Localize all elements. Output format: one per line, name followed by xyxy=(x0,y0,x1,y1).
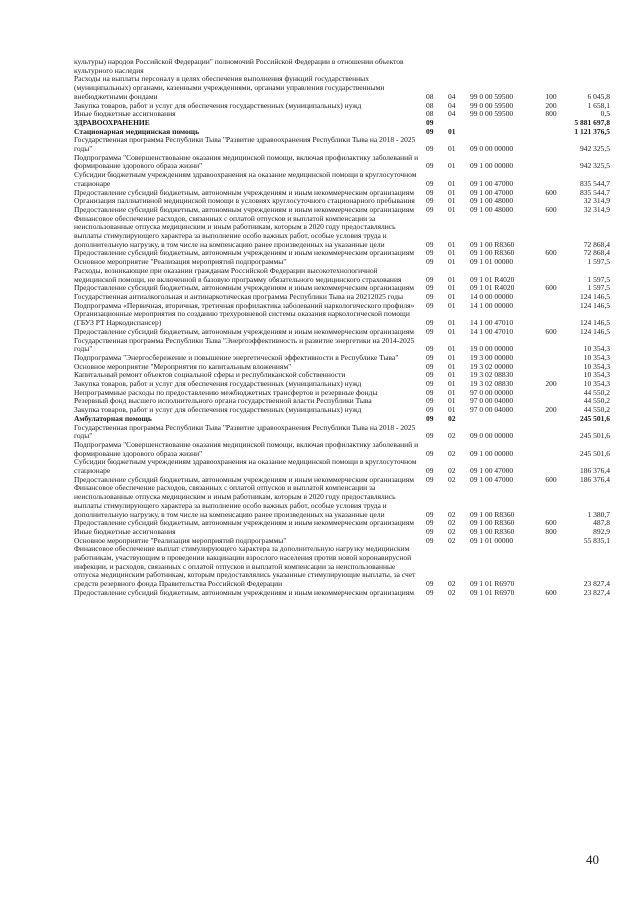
row-section-code: 09 xyxy=(426,239,434,249)
row-subsection-code: 01 xyxy=(448,405,456,415)
row-name: Расходы на выплаты персоналу в целях обеспечения выполнения функций государственных (муниципальных) органами, казенными учреждениями, органами управления государственными внебюджетными фондами xyxy=(74,74,385,101)
row-target-article-code: 09 0 00 00000 xyxy=(470,431,514,441)
row-name: Подпрограмма "Совершенствование оказания медицинской помощи, включая профилактику заболеваний и формирование здорового образа жизни" xyxy=(74,152,419,171)
row-subsection-code: 02 xyxy=(448,431,456,441)
row-name: Иные бюджетные ассигнования xyxy=(74,526,176,536)
row-amount: 44 550,2 xyxy=(583,387,610,397)
row-amount: 124 146,5 xyxy=(580,300,610,310)
row-section-code: 09 xyxy=(426,396,434,406)
row-amount: 23 827,4 xyxy=(583,587,610,597)
row-section-code: 09 xyxy=(426,526,434,536)
row-subsection-code: 01 xyxy=(448,248,456,258)
row-amount: 1 380,7 xyxy=(587,509,610,519)
row-subsection-code: 04 xyxy=(448,91,456,101)
row-amount: 1 597,5 xyxy=(587,283,610,293)
row-target-article-code: 99 0 00 59500 xyxy=(470,91,514,101)
table-row xyxy=(74,215,614,250)
row-section-code: 09 xyxy=(426,291,434,301)
row-amount: 186 376,4 xyxy=(580,466,610,476)
row-target-article-code: 19 0 00 00000 xyxy=(470,344,514,354)
row-name: Предоставление субсидий бюджетным, автономным учреждениям и иным некоммерческим организациям xyxy=(74,283,414,293)
row-name: Стационарная медицинская помощь xyxy=(74,126,200,136)
row-name: Основное мероприятие "Реализация мероприятий подпрограммы" xyxy=(74,535,287,545)
row-expense-type-code: 600 xyxy=(545,518,557,528)
row-target-article-code: 99 0 00 59500 xyxy=(470,109,514,119)
row-amount: 892,9 xyxy=(593,526,610,536)
row-name: Предоставление субсидий бюджетным, автономным учреждениям и иным некоммерческим организациям xyxy=(74,248,414,258)
row-section-code: 09 xyxy=(426,431,434,441)
row-subsection-code: 01 xyxy=(448,178,456,188)
row-section-code: 09 xyxy=(426,518,434,528)
row-expense-type-code: 200 xyxy=(545,379,557,389)
row-amount: 1 658,1 xyxy=(587,100,610,110)
row-expense-type-code: 200 xyxy=(545,100,557,110)
row-target-article-code: 09 1 01 R4020 xyxy=(470,283,515,293)
row-name: Расходы, возникающие при оказании гражданам Российской Федерации высокотехнологичной медицинской помощи, не включенной в базовую программу обязательного медицинского страхования xyxy=(74,265,402,284)
table-row xyxy=(74,441,614,458)
row-section-code: 09 xyxy=(426,413,434,423)
row-section-code: 08 xyxy=(426,100,434,110)
row-amount: 124 146,5 xyxy=(580,291,610,301)
row-section-code: 09 xyxy=(426,196,434,206)
row-name: Амбулаторная помощь xyxy=(74,413,152,423)
row-name: Организационные мероприятия по созданию трехуровневой системы оказания наркологической помощи (ГБУЗ РТ Наркодиспансер) xyxy=(74,309,410,328)
row-name: ЗДРАВООХРАНЕНИЕ xyxy=(74,117,150,127)
row-expense-type-code: 600 xyxy=(545,187,557,197)
row-name: Субсидии бюджетным учреждениям здравоохранения на оказание медицинской помощи в круглосуточном стационаре xyxy=(74,457,417,476)
table-row xyxy=(74,484,614,519)
row-subsection-code: 01 xyxy=(448,344,456,354)
row-subsection-code: 02 xyxy=(448,413,456,423)
table-row xyxy=(74,136,614,153)
row-target-article-code: 09 1 01 00000 xyxy=(470,535,514,545)
row-subsection-code: 02 xyxy=(448,579,456,589)
row-section-code: 09 xyxy=(426,535,434,545)
row-subsection-code: 02 xyxy=(448,474,456,484)
row-section-code: 09 xyxy=(426,387,434,397)
row-section-code: 09 xyxy=(426,579,434,589)
row-target-article-code: 09 0 00 00000 xyxy=(470,144,514,154)
row-target-article-code: 09 1 00 47000 xyxy=(470,466,514,476)
row-expense-type-code: 200 xyxy=(545,405,557,415)
row-name: Государственная программа Республики Тыва "Развитие здравоохранения Республики Тыва на 2018 - 2025 годы" xyxy=(74,135,416,154)
row-subsection-code: 02 xyxy=(448,518,456,528)
row-subsection-code: 01 xyxy=(448,204,456,214)
row-target-article-code: 09 1 01 R4020 xyxy=(470,274,515,284)
row-amount: 245 501,6 xyxy=(580,413,610,423)
row-section-code: 09 xyxy=(426,318,434,328)
table-row xyxy=(74,267,614,284)
row-name: Резервный фонд высшего исполнительного органа государственной власти Республики Тыва xyxy=(74,396,372,406)
row-target-article-code: 09 1 00 R8360 xyxy=(470,518,515,528)
row-section-code: 09 xyxy=(426,326,434,336)
row-section-code: 09 xyxy=(426,187,434,197)
row-section-code: 09 xyxy=(426,144,434,154)
row-name: Подпрограмма «Первичная, вторичная, третичная профилактика заболеваний наркологического профиля» xyxy=(74,300,415,310)
table-row xyxy=(74,545,614,589)
row-amount: 835 544,7 xyxy=(580,178,610,188)
row-target-article-code: 09 1 00 47000 xyxy=(470,178,514,188)
row-amount: 10 354,3 xyxy=(583,370,610,380)
row-amount: 44 550,2 xyxy=(583,396,610,406)
row-target-article-code: 09 1 00 48000 xyxy=(470,196,514,206)
row-amount: 1 597,5 xyxy=(587,274,610,284)
row-section-code: 09 xyxy=(426,274,434,284)
row-subsection-code: 01 xyxy=(448,361,456,371)
table-row xyxy=(74,406,614,415)
table-row xyxy=(74,424,614,441)
row-subsection-code: 02 xyxy=(448,535,456,545)
row-target-article-code: 19 3 02 08830 xyxy=(470,370,514,380)
row-name: Государственная программа Республики Тыва "Энергоэффективность и развитие энергетики на 2014-2025 годы" xyxy=(74,335,415,354)
row-amount: 1 597,5 xyxy=(587,257,610,267)
row-section-code: 09 xyxy=(426,361,434,371)
row-amount: 245 501,6 xyxy=(580,448,610,458)
row-subsection-code: 01 xyxy=(448,300,456,310)
row-subsection-code: 02 xyxy=(448,587,456,597)
row-target-article-code: 09 1 00 47000 xyxy=(470,474,514,484)
row-amount: 0,5 xyxy=(600,109,610,119)
row-section-code: 09 xyxy=(426,257,434,267)
row-section-code: 08 xyxy=(426,91,434,101)
row-subsection-code: 02 xyxy=(448,509,456,519)
row-expense-type-code: 600 xyxy=(545,474,557,484)
row-target-article-code: 99 0 00 59500 xyxy=(470,100,514,110)
row-target-article-code: 14 1 00 47010 xyxy=(470,326,514,336)
row-expense-type-code: 600 xyxy=(545,283,557,293)
row-subsection-code: 01 xyxy=(448,257,456,267)
row-subsection-code: 01 xyxy=(448,274,456,284)
row-subsection-code: 01 xyxy=(448,379,456,389)
table-row xyxy=(74,337,614,354)
row-amount: 1 121 376,5 xyxy=(574,126,610,136)
row-subsection-code: 01 xyxy=(448,187,456,197)
row-name: Предоставление субсидий бюджетным, автономным учреждениям и иным некоммерческим организациям xyxy=(74,518,414,528)
row-section-code: 09 xyxy=(426,283,434,293)
row-amount: 44 550,2 xyxy=(583,405,610,415)
row-section-code: 09 xyxy=(426,117,434,127)
row-name: Закупка товаров, работ и услуг для обеспечения государственных (муниципальных) нужд xyxy=(74,379,362,389)
row-target-article-code: 09 1 00 R8360 xyxy=(470,239,515,249)
row-subsection-code: 04 xyxy=(448,109,456,119)
row-name: Непрограммные расходы по предоставлению межбюджетных трансфертов и резервные фонды xyxy=(74,387,378,397)
row-section-code: 09 xyxy=(426,126,434,136)
budget-table xyxy=(74,58,614,598)
row-expense-type-code: 800 xyxy=(545,109,557,119)
row-section-code: 09 xyxy=(426,587,434,597)
row-name: Закупка товаров, работ и услуг для обеспечения государственных (муниципальных) нужд xyxy=(74,405,362,415)
row-amount: 487,8 xyxy=(593,518,610,528)
table-row xyxy=(74,458,614,475)
row-section-code: 09 xyxy=(426,300,434,310)
row-amount: 10 354,3 xyxy=(583,379,610,389)
row-target-article-code: 09 1 00 47000 xyxy=(470,187,514,197)
row-section-code: 09 xyxy=(426,178,434,188)
row-name: Финансовое обеспечение расходов, связанных с оплатой отпусков и выплатой компенсации за неиспользованные отпуска медицинским и иным работникам, которым в 2020 году предоставлялись выплаты стимулирующего характера за выполнение особо важных работ, особые условия труда и дополнительную нагрузку, в том числе на компенсацию ранее произведенных на указанные цели xyxy=(74,213,396,249)
row-target-article-code: 97 0 00 00000 xyxy=(470,387,514,397)
row-subsection-code: 01 xyxy=(448,126,456,136)
row-amount: 23 827,4 xyxy=(583,579,610,589)
row-subsection-code: 01 xyxy=(448,387,456,397)
row-target-article-code: 09 1 00 R8360 xyxy=(470,526,515,536)
row-section-code: 09 xyxy=(426,370,434,380)
row-amount: 32 314,9 xyxy=(583,204,610,214)
row-subsection-code: 01 xyxy=(448,161,456,171)
row-name: Предоставление субсидий бюджетным, автономным учреждениям и иным некоммерческим организациям xyxy=(74,204,414,214)
row-amount: 124 146,5 xyxy=(580,318,610,328)
row-target-article-code: 09 1 00 48000 xyxy=(470,204,514,214)
row-target-article-code: 97 0 00 04000 xyxy=(470,396,514,406)
row-amount: 32 314,9 xyxy=(583,196,610,206)
row-name: Подпрограмма "Совершенствование оказания медицинской помощи, включая профилактику заболеваний и формирование здорового образа жизни" xyxy=(74,439,419,458)
row-name: культуры) народов Российской Федерации" полномочий Российской Федерации в отношении объектов культурного наследия xyxy=(74,57,404,75)
row-target-article-code: 09 1 00 R8360 xyxy=(470,248,515,258)
row-subsection-code: 01 xyxy=(448,239,456,249)
row-subsection-code: 01 xyxy=(448,326,456,336)
page-number: 40 xyxy=(586,852,599,867)
row-expense-type-code: 600 xyxy=(545,587,557,597)
row-amount: 55 835,1 xyxy=(583,535,610,545)
row-amount: 245 501,6 xyxy=(580,431,610,441)
row-section-code: 09 xyxy=(426,474,434,484)
row-amount: 835 544,7 xyxy=(580,187,610,197)
row-name: Капитальный ремонт объектов социальной сферы и республиканской собственности xyxy=(74,370,346,380)
row-section-code: 08 xyxy=(426,109,434,119)
row-section-code: 09 xyxy=(426,248,434,258)
row-name: Подпрограмма "Энергосбережение и повышение энергетической эффективности в Республике Тыва" xyxy=(74,352,399,362)
row-subsection-code: 04 xyxy=(448,100,456,110)
row-target-article-code: 14 0 00 00000 xyxy=(470,291,514,301)
table-row xyxy=(74,75,614,101)
row-name: Финансовое обеспечение выплат стимулирующего характера за дополнительную нагрузку медицинским работникам, участвующим в проведении вакцинации взрослого населения против новой коронавирусной инфекции, и расходов, связанных с оплатой отпусков и выплатой компенсации за неиспользованные отпуска медицинским работникам, которым предоставлялись указанные стимулирующие выплаты, за счет средств резервного фонда Правительства Российской Федерации xyxy=(74,544,416,589)
row-amount: 124 146,5 xyxy=(580,326,610,336)
row-name: Основное мероприятие "Реализация мероприятий подпрограммы" xyxy=(74,257,287,267)
row-subsection-code: 01 xyxy=(448,196,456,206)
row-section-code: 09 xyxy=(426,509,434,519)
row-amount: 6 045,8 xyxy=(587,91,610,101)
row-section-code: 09 xyxy=(426,466,434,476)
row-section-code: 09 xyxy=(426,344,434,354)
row-target-article-code: 09 1 01 R6970 xyxy=(470,579,515,589)
row-expense-type-code: 800 xyxy=(545,526,557,536)
row-expense-type-code: 600 xyxy=(545,204,557,214)
row-section-code: 09 xyxy=(426,379,434,389)
row-target-article-code: 14 1 00 47010 xyxy=(470,318,514,328)
row-name: Предоставление субсидий бюджетным, автономным учреждениям и иным некоммерческим организациям xyxy=(74,474,414,484)
row-section-code: 09 xyxy=(426,405,434,415)
row-amount: 10 354,3 xyxy=(583,361,610,371)
row-target-article-code: 19 3 02 00000 xyxy=(470,361,514,371)
table-row xyxy=(74,154,614,171)
row-subsection-code: 01 xyxy=(448,370,456,380)
row-subsection-code: 01 xyxy=(448,396,456,406)
row-subsection-code: 01 xyxy=(448,352,456,362)
row-amount: 942 325,5 xyxy=(580,144,610,154)
row-expense-type-code: 600 xyxy=(545,248,557,258)
row-name: Государственная антиалкогольная и антинаркотическая программа Республики Тыва на 20212025 годы xyxy=(74,291,403,301)
row-subsection-code: 02 xyxy=(448,448,456,458)
row-amount: 10 354,3 xyxy=(583,344,610,354)
row-amount: 5 881 697,8 xyxy=(574,117,610,127)
row-name: Закупка товаров, работ и услуг для обеспечения государственных (муниципальных) нужд xyxy=(74,100,362,110)
table-row xyxy=(74,58,614,75)
row-amount: 10 354,3 xyxy=(583,352,610,362)
row-name: Государственная программа Республики Тыва "Развитие здравоохранения Республики Тыва на 2018 - 2025 годы" xyxy=(74,422,416,441)
row-name: Предоставление субсидий бюджетным, автономным учреждениям и иным некоммерческим организациям xyxy=(74,326,414,336)
row-expense-type-code: 600 xyxy=(545,326,557,336)
row-section-code: 09 xyxy=(426,204,434,214)
row-target-article-code: 09 1 01 00000 xyxy=(470,257,514,267)
row-subsection-code: 01 xyxy=(448,318,456,328)
row-subsection-code: 02 xyxy=(448,466,456,476)
row-expense-type-code: 100 xyxy=(545,91,557,101)
row-name: Иные бюджетные ассигнования xyxy=(74,109,176,119)
row-target-article-code: 09 1 00 00000 xyxy=(470,448,514,458)
row-subsection-code: 01 xyxy=(448,283,456,293)
row-target-article-code: 09 1 00 00000 xyxy=(470,161,514,171)
row-section-code: 09 xyxy=(426,448,434,458)
row-subsection-code: 01 xyxy=(448,144,456,154)
table-row xyxy=(74,310,614,327)
row-amount: 186 376,4 xyxy=(580,474,610,484)
row-section-code: 09 xyxy=(426,161,434,171)
row-target-article-code: 09 1 00 R8360 xyxy=(470,509,515,519)
row-target-article-code: 19 3 02 08830 xyxy=(470,379,514,389)
row-amount: 72 868,4 xyxy=(583,248,610,258)
row-name: Финансовое обеспечение расходов, связанных с оплатой отпусков и выплатой компенсации за неиспользованные отпуска медицинским и иным работникам, которым в 2020 году предоставлялись выплаты стимулирующего характера за выполнение особо важных работ, особые условия труда и дополнительную нагрузку, в том числе на компенсацию ранее произведенных на указанные цели xyxy=(74,483,396,519)
row-target-article-code: 19 3 00 00000 xyxy=(470,352,514,362)
row-subsection-code: 01 xyxy=(448,291,456,301)
row-target-article-code: 09 1 01 R6970 xyxy=(470,587,515,597)
row-subsection-code: 02 xyxy=(448,526,456,536)
row-amount: 72 868,4 xyxy=(583,239,610,249)
row-name: Основное мероприятие "Мероприятия по капитальным вложениям" xyxy=(74,361,292,371)
table-row xyxy=(74,171,614,188)
row-name: Организация паллиативной медицинской помощи в условиях круглосуточного стационарного пребывания xyxy=(74,196,415,206)
row-name: Предоставление субсидий бюджетным, автономным учреждениям и иным некоммерческим организациям xyxy=(74,587,414,597)
row-target-article-code: 14 1 00 00000 xyxy=(470,300,514,310)
row-amount: 942 325,5 xyxy=(580,161,610,171)
table-row xyxy=(74,589,614,598)
row-target-article-code: 97 0 00 04000 xyxy=(470,405,514,415)
row-name: Субсидии бюджетным учреждениям здравоохранения на оказание медицинской помощи в круглосуточном стационаре xyxy=(74,170,417,188)
table-row xyxy=(74,110,614,119)
row-section-code: 09 xyxy=(426,352,434,362)
row-name: Предоставление субсидий бюджетным, автономным учреждениям и иным некоммерческим организациям xyxy=(74,187,414,197)
